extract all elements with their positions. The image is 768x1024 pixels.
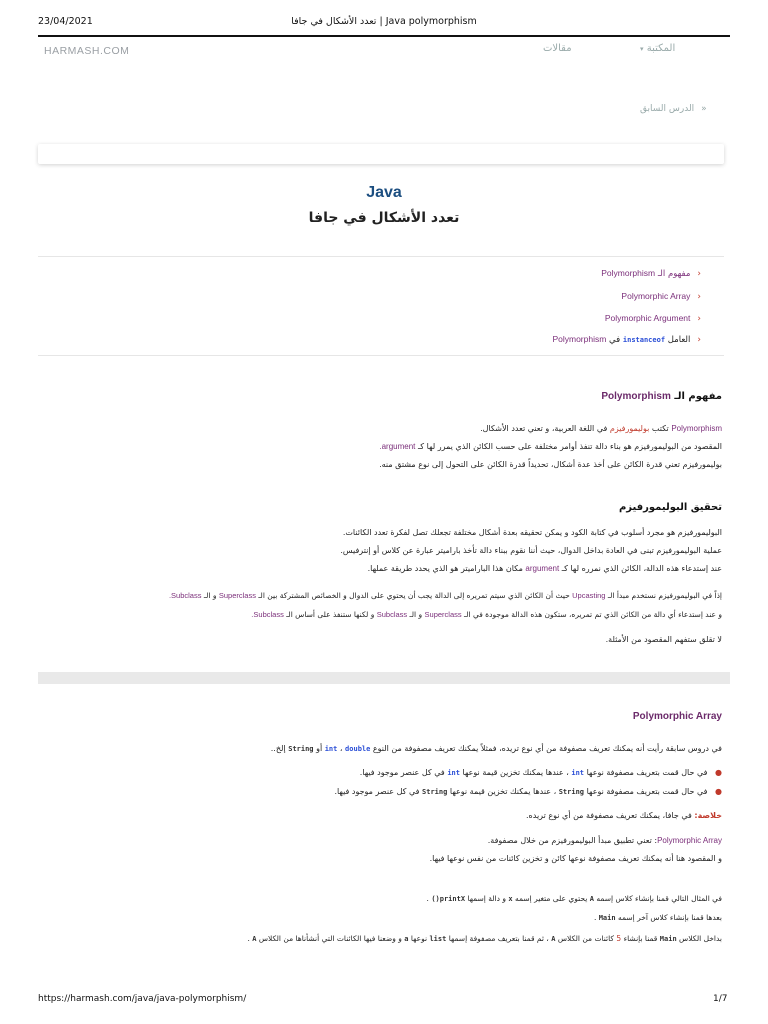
toc-item[interactable]: ‹Polymorphic Argument <box>604 313 701 324</box>
paragraph: Polymorphic Array: تعني تطبيق مبدأ البوليمورفيزم من خلال مصفوفة. <box>487 836 722 845</box>
paragraph: خلاصة: في جافا، يمكنك تعريف مصفوفة من أي نوع تريده. <box>526 811 722 820</box>
document-title: تعدد الأشكال في جافا | Java polymorphism <box>291 16 477 27</box>
section-heading: مفهوم الـ Polymorphism <box>601 391 722 402</box>
paragraph: البوليمورفيزم هو مجرد أسلوب في كتابة الكود و يمكن تحقيقه بعدة أشكال مختلفة تجعلك تصل لفكرة تعدد الكائنات. <box>342 528 722 537</box>
bullet-icon: ● <box>715 787 722 796</box>
double-chevron-icon: « <box>701 104 707 114</box>
section-heading: تحقيق البوليمورفيزم <box>618 502 722 513</box>
list-item: ● في حال قمت بتعريف مصفوفة نوعها String ، عندها يمكنك تخزين قيمة نوعها String في كل عنصر موجود فيها. <box>334 787 722 796</box>
paragraph: إذاً في البوليمورفيزم نستخدم مبدأ الـ Upcasting حيث أن الكائن الذي سيتم تمريره إلى الدالة يجب أن يحتوي على الدوال و الخصائص المشتركة بين الـ Superclass و الـ Subclass. <box>168 591 722 600</box>
footer-url: https://harmash.com/java/java-polymorphism/ <box>38 994 247 1004</box>
paragraph: Polymorphism تكتب بوليمورفيزم في اللغة العربية، و تعني تعدد الأشكال. <box>480 424 722 433</box>
chevron-left-icon: ‹ <box>697 269 701 279</box>
top-bar <box>38 35 730 37</box>
paragraph: في دروس سابقة رأيت أنه يمكنك تعريف مصفوفة من أي نوع تريده، فمثلاً يمكنك تعريف مصفوفة من النوع int ، double أو String إلخ.. <box>270 744 722 753</box>
paragraph: بعدها قمنا بإنشاء كلاس آخر إسمه Main . <box>593 913 722 922</box>
bullet-icon: ● <box>715 768 722 777</box>
list-item: ● في حال قمت بتعريف مصفوفة نوعها int ، عندها يمكنك تخزين قيمة نوعها int في كل عنصر موجود فيها. <box>359 768 722 777</box>
nav-articles-link[interactable]: مقالات <box>543 43 572 54</box>
nav-library-dropdown[interactable] <box>640 43 675 54</box>
paragraph: بداخل الكلاس Main قمنا بإنشاء 5 كائنات من الكلاس A ، ثم قمنا بتعريف مصفوفة إسمها list نوعها a و وضعنا فيها الكائنات التي أنشأناها من الكلاس A . <box>247 934 722 943</box>
chevron-left-icon: ‹ <box>697 335 701 345</box>
paragraph: و عند إستدعاء أي دالة من الكائن الذي تم تمريره، ستكون هذه الدالة موجودة في الـ Superclass و الـ Subclass و لكنها ستنفذ على أساس الـ Subclass. <box>251 610 722 619</box>
print-date: 23/04/2021 <box>38 16 93 27</box>
toc-item[interactable]: ‹Polymorphic Array <box>621 291 701 302</box>
category-label[interactable]: Java <box>366 184 402 201</box>
chevron-left-icon: ‹ <box>697 314 701 324</box>
paragraph: و المقصود هنا أنه يمكنك تعريف مصفوفة نوعها كائن و تخزين كائنات من نفس نوعها فيها. <box>429 854 722 863</box>
toc-item[interactable]: ‹العامل instanceof في Polymorphism <box>552 334 701 345</box>
chevron-left-icon: ‹ <box>697 292 701 302</box>
section-divider <box>38 672 730 684</box>
toc-item[interactable]: ‹مفهوم الـ Polymorphism <box>601 268 701 279</box>
paragraph: بوليمورفيزم تعني قدرة الكائن على أخذ عدة أشكال، تحديداً قدرة الكائن على التحول إلى نوع مشتق منه. <box>379 460 722 469</box>
chevron-down-icon: ▾ <box>640 45 644 53</box>
table-of-contents <box>38 256 724 356</box>
paragraph: عند إستدعاء هذه الدالة، الكائن الذي نمرره لها كـ argument مكان هذا الباراميتر هو الذي يحدد طريقة عملها. <box>367 564 722 573</box>
page-title: تعدد الأشكال في جافا <box>308 210 460 226</box>
paragraph: عملية البوليمورفيزم تبنى في العادة بداخل الدوال، حيث أننا نقوم ببناء دالة تأخذ باراميتر عبارة عن كلاس أو إنترفيس. <box>340 546 722 555</box>
paragraph: في المثال التالي قمنا بإنشاء كلاس إسمه A يحتوي على متغير إسمه x و دالة إسمها printX() . <box>426 894 722 903</box>
prev-lesson-link[interactable] <box>640 104 707 114</box>
section-heading: Polymorphic Array <box>632 711 722 722</box>
paragraph: لا تقلق ستفهم المقصود من الأمثلة. <box>605 635 722 644</box>
page-number: 1/7 <box>713 994 728 1004</box>
site-logo[interactable]: HARMASH.COM <box>44 45 130 57</box>
search-card <box>38 144 724 164</box>
paragraph: المقصود من البوليمورفيزم هو بناء دالة تنفذ أوامر مختلفة على حسب الكائن الذي يمرر لها كـ argument. <box>379 442 722 451</box>
prev-lesson-label: الدرس السابق <box>640 104 695 114</box>
nav-library-label: المكتبة <box>646 43 676 54</box>
